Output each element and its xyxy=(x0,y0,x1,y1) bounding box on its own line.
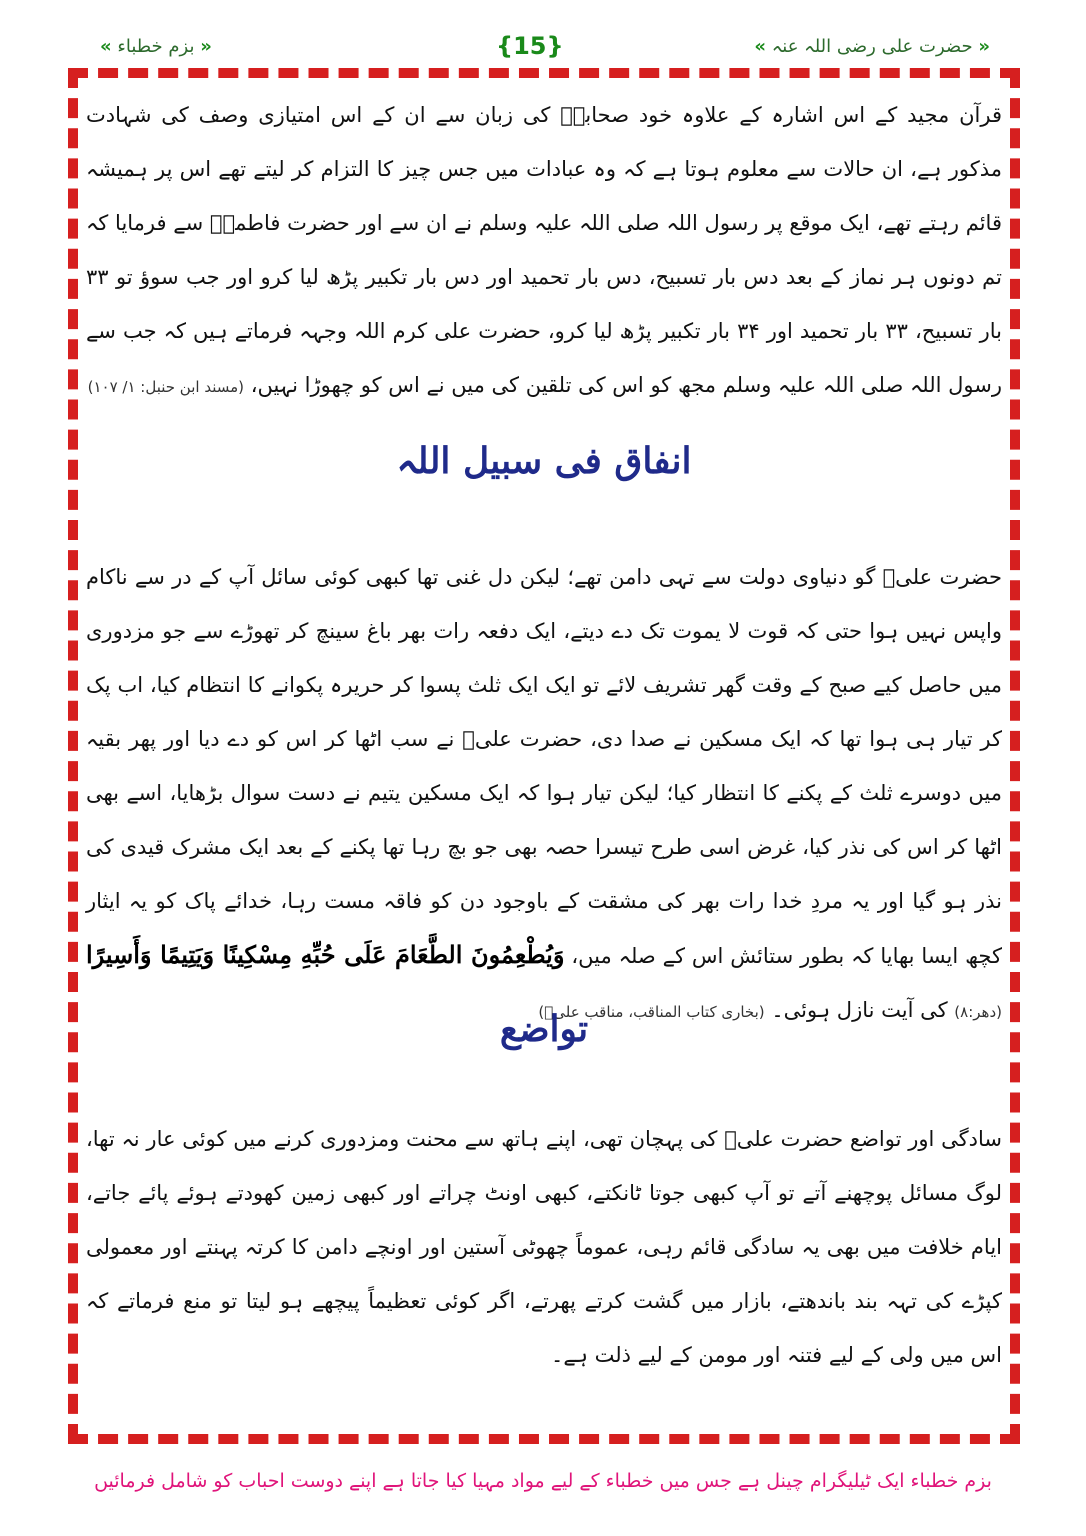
page-number-text: 15 xyxy=(513,32,547,60)
bracket-icon: » xyxy=(978,36,990,57)
paragraph-1 xyxy=(80,88,1008,414)
section-heading-tawazu: تواضع xyxy=(499,1008,589,1050)
paragraph-3 xyxy=(80,1112,1008,1382)
header-left-text: بزم خطباء xyxy=(117,36,195,57)
page-number: {15} xyxy=(496,32,564,60)
header-left-title xyxy=(100,36,212,72)
footer-note: بزم خطباء ایک ٹیلیگرام چینل ہے جس میں خطباء کے لیے مواد مہیا کیا جاتا ہے اپنے دوست احباب کو شامل فرمائیں xyxy=(94,1470,992,1492)
paragraph-3-text: سادگی اور تواضع حضرت علیؓ کی پہچان تھی، اپنے ہاتھ سے محنت ومزدوری کرنے میں کوئی عار نہ تھا، لوگ مسائل پوچھنے آتے تو آپ کبھی جوتا ٹانکتے، کبھی اونٹ چراتے اور کبھی زمین کھودتے ہوئے پائے جاتے، ایام خلافت میں بھی یہ سادگی قائم رہی، عموماً چھوٹی آستین اور اونچے دامن کا کرتہ پہنتے اور معمولی کپڑے کی تہہ بند باندھتے، بازار میں گشت کرتے پھرتے، اگر کوئی تعظیماً پیچھے ہو لیتا تو منع فرماتے کہ اس میں ولی کے لیے فتنہ اور مومن کے لیے ذلت ہے۔ xyxy=(86,1127,1002,1367)
page-content xyxy=(80,88,1008,1428)
paragraph-1-text: قرآن مجید کے اس اشارہ کے علاوہ خود صحابہؓ کی زبان سے ان کے اس امتیازی وصف کی شہادت مذکور ہے، ان حالات سے معلوم ہوتا ہے کہ وہ عبادات میں جس چیز کا التزام کر لیتے تھے اس پر ہمیشہ قائم رہتے تھے، ایک موقع پر رسول اللہ صلی اللہ علیہ وسلم نے ان سے اور حضرت فاطمہؓ سے فرمایا کہ تم دونوں ہر نماز کے بعد دس بار تسبیح، دس بار تحمید اور دس بار تکبیر پڑھ لیا کرو اور جب سوؤ تو ۳۳ بار تسبیح، ۳۳ بار تحمید اور ۳۴ بار تکبیر پڑھ لیا کرو، حضرت علی کرم اللہ وجہہ فرماتے ہیں کہ جب سے رسول اللہ صلی اللہ علیہ وسلم مجھ کو اس کی تلقین کی میں نے اس کو چھوڑا نہیں، xyxy=(86,103,1002,397)
bracket-icon: « xyxy=(100,36,112,57)
quran-verse: وَيُطْعِمُونَ الطَّعَامَ عَلَى حُبِّهِ مِسْكِينًا وَيَتِيمًا وَأَسِيرًا xyxy=(86,940,565,969)
paragraph-2 xyxy=(80,550,1008,1039)
bracket-icon: » xyxy=(200,36,212,57)
quran-verse-reference: (دھر:۸) xyxy=(954,1003,1002,1021)
header-right-text: حضرت علی رضی اللہ عنہ xyxy=(771,36,973,57)
paragraph-2-reference: (بخاری کتاب المناقب، مناقب علیؓ) xyxy=(538,1003,765,1021)
paragraph-1-reference: (مسند ابن حنبل: ۱/ ۱۰۷) xyxy=(87,378,245,396)
bracket-icon: « xyxy=(754,36,766,57)
paragraph-2-after: کی آیت نازل ہوئی۔ xyxy=(771,998,948,1022)
header-right-title xyxy=(754,36,990,72)
section-heading-infaq: انفاق فی سبیل اللہ xyxy=(396,440,692,482)
paragraph-2-text: حضرت علیؓ گو دنیاوی دولت سے تہی دامن تھے؛ لیکن دل غنی تھا کبھی کوئی سائل آپ کے در سے ناکام واپس نہیں ہوا حتی کہ قوت لا یموت تک دے دیتے، ایک دفعہ رات بھر باغ سینچ کر تھوڑے سے جو مزدوری میں حاصل کیے صبح کے وقت گھر تشریف لائے تو ایک ایک ثلث پسوا کر حریرہ پکوانے کا انتظام کیا، اب پک کر تیار ہی ہوا تھا کہ ایک مسکین نے صدا دی، حضرت علیؓ نے سب اٹھا کر اس کو دے دیا اور پھر بقیہ میں دوسرے ثلث کے پکنے کا انتظار کیا؛ لیکن تیار ہوا کہ ایک مسکین یتیم نے دست سوال بڑھایا، اسے بھی اٹھا کر اس کی نذر کیا، غرض اسی طرح تیسرا حصہ بھی جو بچ رہا تھا پکنے کے بعد ایک مشرک قیدی کی نذر ہو گیا اور یہ مردِ خدا رات بھر کی مشقت کے باوجود دن کو فاقہ مست رہا، خدائے پاک کو یہ ایثار کچھ ایسا بھایا کہ بطور ستائش اس کے صلہ میں، xyxy=(86,565,1002,968)
